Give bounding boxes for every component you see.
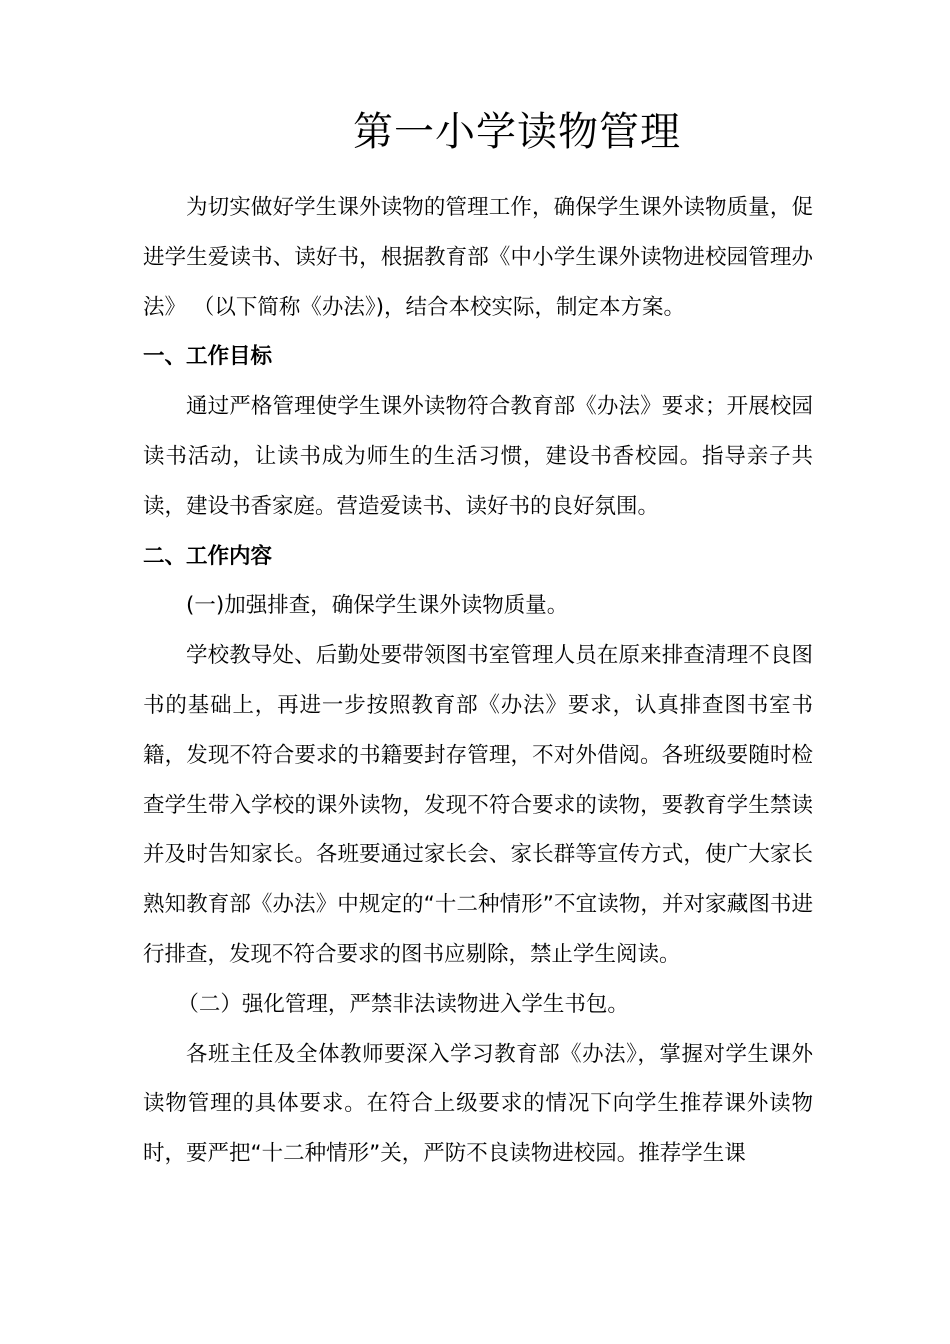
document-body (143, 183, 813, 1179)
management-paragraph: 各班主任及全体教师要深入学习教育部《办法》，掌握对学生课外读物管理的具体要求。在符合上级要求的情况下向学生推荐课外读物时，要严把“十二种情形”关，严防不良读物进校园。推荐学生课 (143, 1041, 813, 1167)
document-title: 第一小学读物管理 (353, 109, 681, 155)
intro-paragraph: 为切实做好学生课外读物的管理工作，确保学生课外读物质量，促进学生爱读书、读好书，根据教育部《中小学生课外读物进校园管理办法》 （以下简称《办法》)，结合本校实际，制定本方案。 (143, 195, 813, 320)
section-heading-content: 二、工作内容 (143, 543, 273, 569)
subsection-heading-inspection: (一)加强排查，确保学生课外读物质量。 (186, 593, 569, 619)
goals-paragraph: 通过严格管理使学生课外读物符合教育部《办法》要求；开展校园读书活动，让读书成为师生的生活习惯，建设书香校园。指导亲子共读，建设书香家庭。营造爱读书、读好书的良好氛围。 (143, 394, 813, 519)
section-heading-goals: 一、工作目标 (143, 344, 273, 370)
subsection-heading-management: （二）强化管理，严禁非法读物进入学生书包。 (177, 991, 629, 1017)
inspection-paragraph: 学校教导处、后勤处要带领图书室管理人员在原来排查清理不良图书的基础上，再进一步按照教育部《办法》要求，认真排查图书室书籍，发现不符合要求的书籍要封存管理，不对外借阅。各班级要随时检查学生带入学校的课外读物，发现不符合要求的读物，要教育学生禁读并及时告知家长。各班要通过家长会、家长群等宣传方式，使广大家长熟知教育部《办法》中规定的“十二种情形”不宜读物，并对家藏图书进行排查，发现不符合要求的图书应剔除，禁止学生阅读。 (143, 643, 813, 967)
